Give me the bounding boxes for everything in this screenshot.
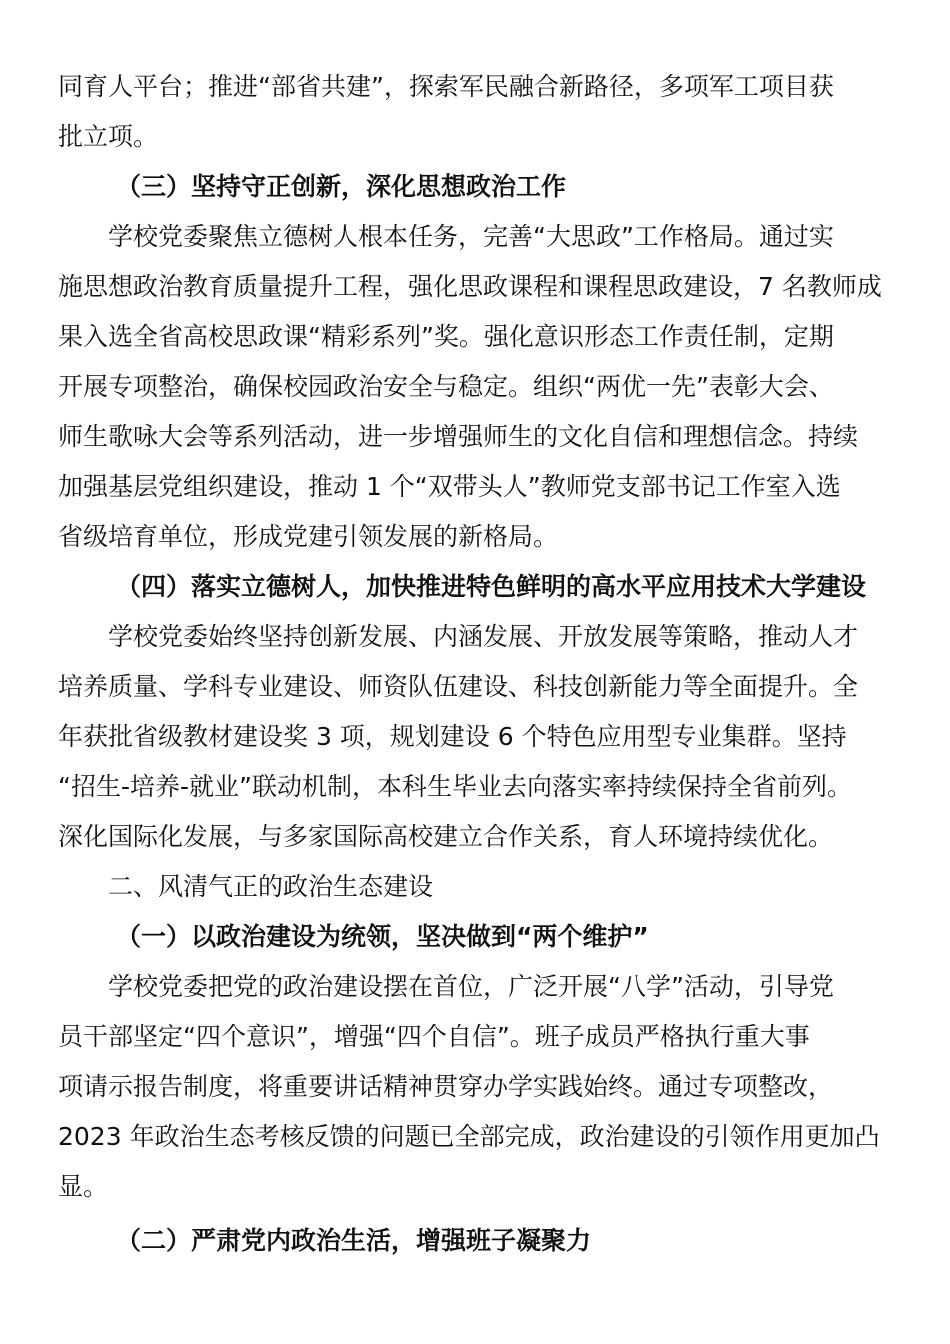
section-heading: （四）落实立德树人，加快推进特色鲜明的高水平应用技术大学建设	[116, 572, 867, 601]
paragraph-first-line: 学校党委始终坚持创新发展、内涵发展、开放发展等策略，推动人才	[108, 622, 859, 651]
section-heading: （二）严肃党内政治生活，增强班子凝聚力	[116, 1226, 592, 1255]
text-line: “招生-培养-就业”联动机制，本科生毕业去向落实率持续保持全省前列。	[58, 772, 852, 801]
text-line: 年获批省级教材建设奖 3 项，规划建设 6 个特色应用型专业集群。坚持	[58, 722, 847, 751]
text-line: 省级培育单位，形成党建引领发展的新格局。	[58, 522, 559, 551]
text-line: 员干部坚定“四个意识”，增强“四个自信”。班子成员严格执行重大事	[58, 1022, 810, 1051]
text-line: 施思想政治教育质量提升工程，强化思政课程和课程思政建设，7 名教师成	[58, 272, 882, 301]
document-page	[58, 62, 900, 1266]
text-line: 深化国际化发展，与多家国际高校建立合作关系，育人环境持续优化。	[58, 822, 834, 851]
text-line: 果入选全省高校思政课“精彩系列”奖。强化意识形态工作责任制，定期	[58, 322, 834, 351]
text-line: 显。	[58, 1172, 109, 1201]
text-line: 2023 年政治生态考核反馈的问题已全部完成，政治建设的引领作用更加凸	[58, 1122, 880, 1151]
text-line: 加强基层党组织建设，推动 1 个“双带头人”教师党支部书记工作室入选	[58, 472, 841, 501]
chapter-heading: 二、风清气正的政治生态建设	[108, 872, 434, 901]
text-line: 师生歌咏大会等系列活动，进一步增强师生的文化自信和理想信念。持续	[58, 422, 859, 451]
text-line: 批立项。	[58, 122, 159, 151]
section-heading: （一）以政治建设为统领，坚决做到“两个维护”	[116, 922, 649, 951]
text-line: 培养质量、学科专业建设、师资队伍建设、科技创新能力等全面提升。全	[58, 672, 859, 701]
paragraph-first-line: 学校党委聚焦立德树人根本任务，完善“大思政”工作格局。通过实	[108, 222, 834, 251]
text-line: 开展专项整治，确保校园政治安全与稳定。组织“两优一先”表彰大会、	[58, 372, 834, 401]
section-heading: （三）坚持守正创新，深化思想政治工作	[116, 172, 567, 201]
text-line: 项请示报告制度，将重要讲话精神贯穿办学实践始终。通过专项整改，	[58, 1072, 834, 1101]
text-line: 同育人平台；推进“部省共建”，探索军民融合新路径，多项军工项目获	[58, 72, 834, 101]
paragraph-first-line: 学校党委把党的政治建设摆在首位，广泛开展“八学”活动，引导党	[108, 972, 834, 1001]
